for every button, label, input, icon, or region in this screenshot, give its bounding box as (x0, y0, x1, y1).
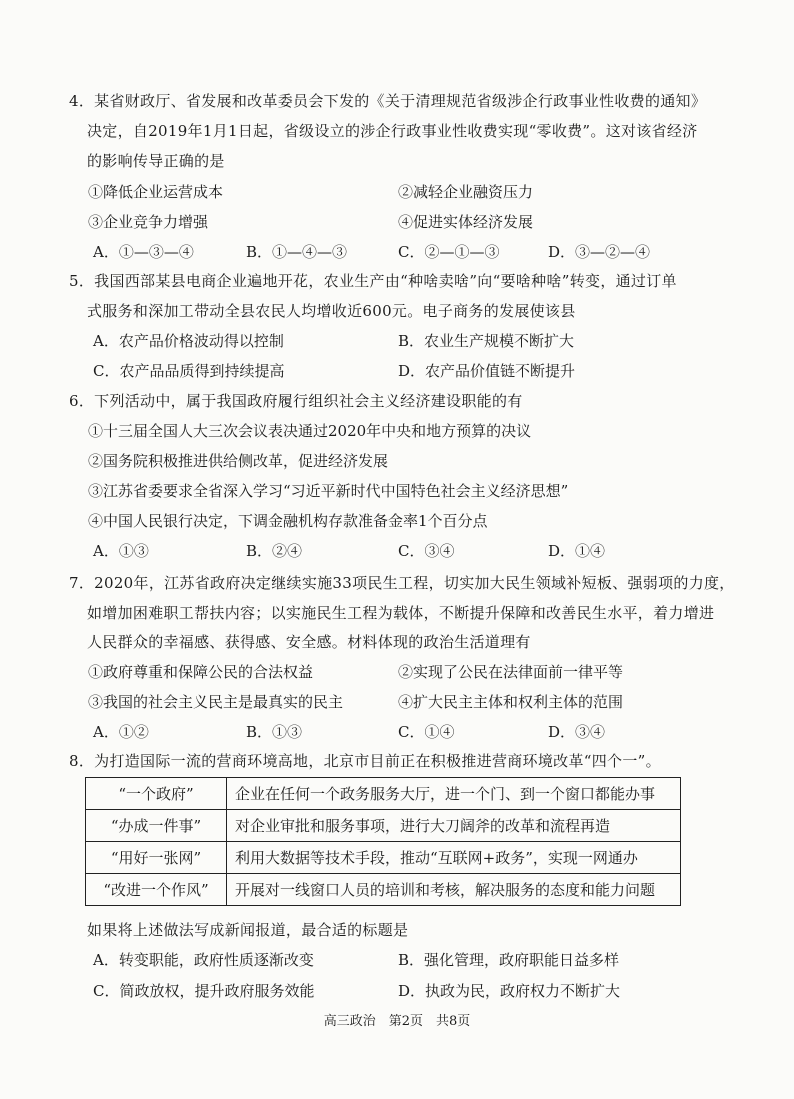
q8-option-a: A．转变职能，政府性质逐渐改变 (93, 951, 314, 969)
q7-stem-line3: 人民群众的幸福感、获得感、安全感。材料体现的政治生活道理有 (87, 633, 531, 651)
q6-option-c: C．③④ (398, 542, 455, 560)
table-row (86, 874, 681, 906)
q6-stem-line1: 6．下列活动中，属于我国政府履行组织社会主义经济建设职能的有 (69, 392, 523, 410)
q7-stem-line1: 7．2020年，江苏省政府决定继续实施33项民生工程，切实加大民生领域补短板、强弱项的力度， (69, 574, 735, 592)
q4-stem-line2: 决定，自2019年1月1日起，省级设立的涉企行政事业性收费实现“零收费”。这对该省经济 (87, 122, 698, 140)
table-key: “改进一个作风” (86, 874, 227, 906)
table-row (86, 778, 681, 810)
table-value: 对企业审批和服务事项，进行大刀阔斧的改革和流程再造 (227, 810, 681, 842)
q6-statement-1: ①十三届全国人大三次会议表决通过2020年中央和地方预算的决议 (88, 422, 532, 440)
q6-option-d: D．①④ (548, 542, 606, 560)
table-key: “一个政府” (86, 778, 227, 810)
q5-stem-line2: 式服务和深加工带动全县农民人均增收近600元。电子商务的发展使该县 (87, 302, 576, 320)
q7-statement-1: ①政府尊重和保障公民的合法权益 (88, 663, 314, 681)
q4-statement-2: ②减轻企业融资压力 (398, 183, 534, 201)
q7-option-d: D．③④ (548, 723, 606, 741)
q7-option-c: C．①④ (398, 723, 455, 741)
q7-option-a: A．①② (93, 723, 149, 741)
q4-statement-4: ④促进实体经济发展 (398, 213, 534, 231)
q5-option-b: B．农业生产规模不断扩大 (398, 332, 575, 350)
q4-option-c: C．②—①—③ (398, 243, 500, 261)
q7-option-b: B．①③ (246, 723, 303, 741)
table-row (86, 810, 681, 842)
q7-stem-line2: 如增加困难职工帮扶内容；以实施民生工程为载体，不断提升保障和改善民生水平，着力增进 (87, 604, 715, 622)
q5-option-a: A．农产品价格波动得以控制 (93, 332, 284, 350)
q6-statement-4: ④中国人民银行决定，下调金融机构存款准备金率1个百分点 (88, 512, 488, 530)
q8-option-c: C．简政放权，提升政府服务效能 (93, 982, 315, 1000)
q4-option-b: B．①—④—③ (246, 243, 348, 261)
q6-option-b: B．②④ (246, 542, 303, 560)
q4-stem-line3: 的影响传导正确的是 (87, 152, 225, 170)
q4-statement-1: ①降低企业运营成本 (88, 183, 224, 201)
q4-option-a: A．①—③—④ (93, 243, 194, 261)
q6-statement-3: ③江苏省委要求全省深入学习“习近平新时代中国特色社会主义经济思想” (88, 482, 569, 500)
q7-statement-3: ③我国的社会主义民主是最真实的民主 (88, 693, 344, 711)
q5-option-c: C．农产品品质得到持续提高 (93, 362, 285, 380)
q4-statement-3: ③企业竞争力增强 (88, 213, 209, 231)
q4-option-d: D．③—②—④ (548, 243, 651, 261)
q8-option-b: B．强化管理，政府职能日益多样 (398, 951, 620, 969)
table-row (86, 842, 681, 874)
q5-option-d: D．农产品价值链不断提升 (398, 362, 576, 380)
table-key: “办成一件事” (86, 810, 227, 842)
table-value: 企业在任何一个政务服务大厅，进一个门、到一个窗口都能办事 (227, 778, 681, 810)
q7-statement-4: ④扩大民主主体和权利主体的范围 (398, 693, 624, 711)
q8-stem-line1: 8．为打造国际一流的营商环境高地，北京市目前正在积极推进营商环境改革“四个一”。 (69, 752, 661, 770)
table-value: 开展对一线窗口人员的培训和考核，解决服务的态度和能力问题 (227, 874, 681, 906)
q6-statement-2: ②国务院积极推进供给侧改革，促进经济发展 (88, 452, 389, 470)
q8-option-d: D．执政为民，政府权力不断扩大 (398, 982, 621, 1000)
q4-stem-line1: 4．某省财政厅、省发展和改革委员会下发的《关于清理规范省级涉企行政事业性收费的通知》 (69, 92, 707, 110)
q8-table (85, 777, 681, 906)
table-key: “用好一张网” (86, 842, 227, 874)
page-footer: 高三政治 第2页 共8页 (323, 1014, 471, 1029)
table-value: 利用大数据等技术手段，推动“互联网+政务”，实现一网通办 (227, 842, 681, 874)
q5-stem-line1: 5．我国西部某县电商企业遍地开花，农业生产由“种啥卖啥”向“要啥种啥”转变，通过订单 (69, 272, 677, 290)
q7-statement-2: ②实现了公民在法律面前一律平等 (398, 663, 624, 681)
q6-option-a: A．①③ (93, 542, 149, 560)
q8-stem-line2: 如果将上述做法写成新闻报道，最合适的标题是 (87, 921, 409, 939)
